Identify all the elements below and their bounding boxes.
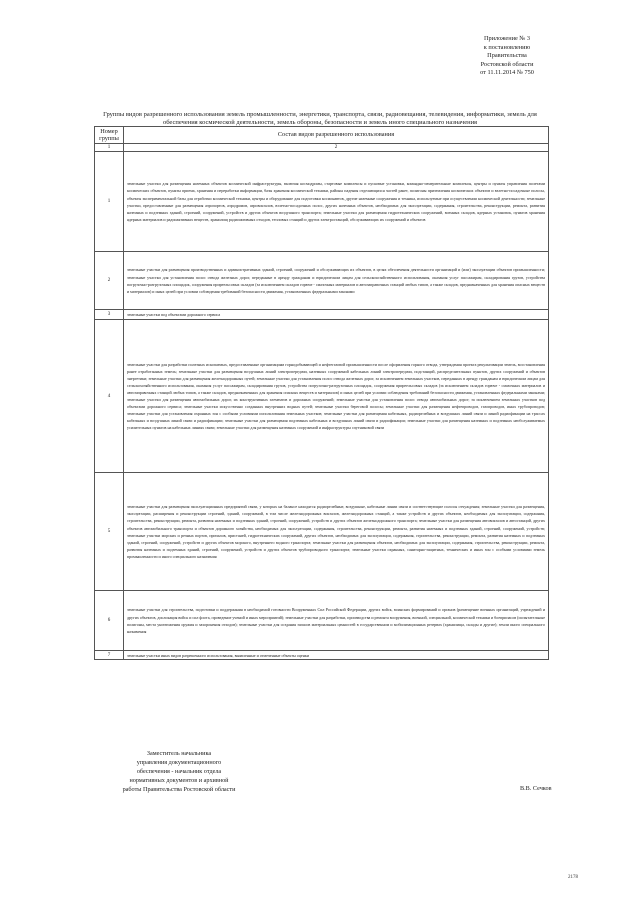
appendix-line: к постановлению xyxy=(483,43,531,51)
group-number: 1 xyxy=(95,152,124,252)
table-row xyxy=(95,310,549,320)
signature-line: обеспечения - начальник отдела xyxy=(136,768,222,775)
table-header-row xyxy=(95,127,549,144)
group-number: 5 xyxy=(95,473,124,591)
table-row xyxy=(95,591,549,651)
index-cell: 2 xyxy=(124,144,549,152)
signature-line: управления документационного xyxy=(136,759,222,766)
group-number: 7 xyxy=(95,651,124,660)
group-number: 4 xyxy=(95,320,124,473)
appendix-line: Правительства xyxy=(487,52,527,60)
table-row xyxy=(95,320,549,473)
signature-line: нормативных документов и архивной xyxy=(129,777,229,784)
group-number: 6 xyxy=(95,591,124,651)
signature-line: работы Правительства Ростовской области xyxy=(122,786,236,793)
group-text: земельные участки для строительства, подготовки и поддержания в необходимой готовности Вооруженных Сил Российской Федерации, других войск, воинских формирований и органов (размещение военных организаций, учреждений и других объектов, дислокация войск и сил флота, проведение учений и иных мероприятий); земельные участки для разработки, производства и ремонта вооружения, военной, специальной, космической техники и боеприпасов (испытательные полигоны, места уничтожения оружия и захоронения отходов); земельные участки для создания запасов материальных ценностей в государственном и мобилизационных резервах (хранилища, склады и другие); земли иного специального назначения xyxy=(124,591,549,651)
group-text: земельные участки для размещения наземных объектов космической инфраструктуры, включая космодромы, стартовые комплексы и пусковые установки, командно-измерительные комплексы, центры и пункты управления полетами космических объектов, пункты приема, хранения и переработки информации, базы хранения космической техники, районы падения отделяющихся частей ракет, полигоны приземления космических объектов и взлетно-посадочные полосы, объекты экспериментальной базы для отработки космической техники, центры и оборудование для подготовки космонавтов, другие наземные сооружения и техника, используемые при осуществлении космической деятельности; земельные участки, предоставленные для размещения аэропортов, аэродромов, аэровокзалов, взлетно-посадочных полос, других наземных объектов, необходимых для эксплуатации, содержания, строительства, реконструкции, ремонта, развития наземных и подземных зданий, строений, сооружений, устройств и других объектов воздушного транспорта; земельные участки для размещения гидротехнических сооружений, военных складов, ядерных установок, пунктов хранения ядерных материалов и радиоактивных веществ, хранилищ радиоактивных отходов, тепловых станций и других электростанций, обслуживающих их сооружений и объектов xyxy=(124,152,549,252)
appendix-block xyxy=(462,35,552,78)
group-text: земельные участки для размещения производственных и административных зданий, строений, сооружений и обслуживающих их объектов, в целях обеспечения деятельности организаций и (или) эксплуатации объектов промышленности; земельные участки для установления полос отвода железных дорог, переданные в аренду гражданам и юридическим лицам для сельскохозяйственного использования, оказания услуг пассажирам, складирования грузов, устройства погрузочно-разгрузочных площадок, сооружения приреельсовых складов (за исключением складов горюче - смазочных материалов и автозаправочных станций любых типов, а также складов, предназначенных для хранения опасных веществ и материалов) и иных целей при условии соблюдения требований безопасности движения, установленных федеральными законами xyxy=(124,252,549,310)
group-text: земельные участки для размещения эксплуатационных предприятий связи, у которых на балансе находятся радиорелейные, воздушные, кабельные линии связи и соответствующие полосы отчуждения; земельные участки для размещения, эксплуатации, расширения и реконструкции строений, зданий, сооружений, в том числе железнодорожных вокзалов, железнодорожных станций, а также устройств и других объектов, необходимых для эксплуатации, содержания, строительства, реконструкции, ремонта, развития наземных и подземных зданий, строений, сооружений, устройств и других объектов железнодорожного транспорта; земельные участки для размещения автовокзалов и автостанций, других объектов автомобильного транспорта и объектов дорожного хозяйства, необходимых для эксплуатации, содержания, строительства, реконструкции, ремонта, развития наземных и подземных зданий, строений, сооружений, устройств; земельные участки морских и речных портов, причалов, пристаней, гидротехнических сооружений, других объектов, необходимых для эксплуатации, содержания, строительства, реконструкции, ремонта, развития наземных и подземных зданий, строений, сооружений, устройств и других объектов морского, внутреннего водного транспорта; земельные участки для размещения объектов, необходимых для эксплуатации, содержания, строительства, реконструкции, ремонта, развития наземных и подземных зданий, строений, сооружений, устройств и других объектов трубопроводного транспорта; земельные участки охранных, санитарно-защитных, технических и иных зон с особыми условиями земель промышленности и иного специального назначения xyxy=(124,473,549,591)
signatory-name: В.В. Сечков xyxy=(520,785,552,792)
table-row xyxy=(95,651,549,660)
header-group-number: Номер группы xyxy=(95,127,124,144)
groups-table xyxy=(94,126,549,660)
table-row xyxy=(95,152,549,252)
signature-line: Заместитель начальника xyxy=(146,750,212,757)
group-text: земельные участки иных видов разрешенного использования, выявленные и отмеченные объекты оценки xyxy=(124,651,549,660)
group-number: 3 xyxy=(95,310,124,320)
table-row xyxy=(95,473,549,591)
appendix-line: Ростовской области xyxy=(480,60,534,68)
appendix-line: от 11.11.2014 № 750 xyxy=(480,69,534,77)
table-index-row xyxy=(95,144,549,152)
appendix-line: Приложение № 3 xyxy=(483,35,531,42)
page-number: 2178 xyxy=(568,875,578,880)
signature-position xyxy=(94,749,264,794)
group-text: земельные участки для разработки полезных ископаемых, предоставленные организациям горнодобывающей и нефтегазовой промышленности после оформления горного отвода, утверждения проекта рекультивации земель, восстановления ранее отработанных земель; земельные участки для размещения воздушных линий электропередачи, наземных сооружений кабельных линий электропередачи, подстанций, распределительных пунктов, других сооружений и объектов энергетики; земельные участки для размещения железнодорожных путей; земельные участки для установления полос отвода железных дорог, за исключением земельных участков, переданных в аренду гражданам и юридическим лицам для сельскохозяйственного использования, оказания услуг пассажирам, складирования грузов, устройства погрузочно-разгрузочных площадок, сооружения приреельсовых складов (за исключением складов горюче - смазочных материалов и автозаправочных станций любых типов, а также складов, предназначенных для хранения опасных веществ и материалов) и иных целей при условии соблюдения требований безопасности движения, установленных федеральными законами; земельные участки для размещения автомобильных дорог, их конструктивных элементов и дорожных сооружений; земельные участки для установления полос отвода автомобильных дорог; за исключением земельных участков под объектами дорожного сервиса; земельные участки искусственно созданных внутренних водных путей; земельные участки береговой полосы; земельные участки для размещения нефтепроводов, газопроводов, иных трубопроводов; земельные участки для установления охранных зон с особыми условиями использования земельных участков; земельные участки для размещения кабельных, радиорелейных и воздушных линий связи и линий радиофикации на трассах кабельных и воздушных линий связи и радиофикации; земельные участки для размещения подземных кабельных и воздушных линий связи и радиофикации; земельные участки для размещения наземных и подземных необслуживаемых усилительных пунктов на кабельных линиях связи; земельные участки для размещения наземных сооружений и инфраструктуры спутниковой связи xyxy=(124,320,549,473)
group-text: земельные участки под объектами дорожного сервиса xyxy=(124,310,549,320)
document-title: Группы видов разрешенного использования земель промышленности, энергетики, транспорта, связи, радиовещания, телевидения, информатики, земель для обеспечения космической деятельности, земель обороны, безопасности и земель иного специального назначения xyxy=(103,111,537,126)
header-composition: Состав видов разрешенного использования xyxy=(124,127,549,144)
table-row xyxy=(95,252,549,310)
index-cell: 1 xyxy=(95,144,124,152)
group-number: 2 xyxy=(95,252,124,310)
